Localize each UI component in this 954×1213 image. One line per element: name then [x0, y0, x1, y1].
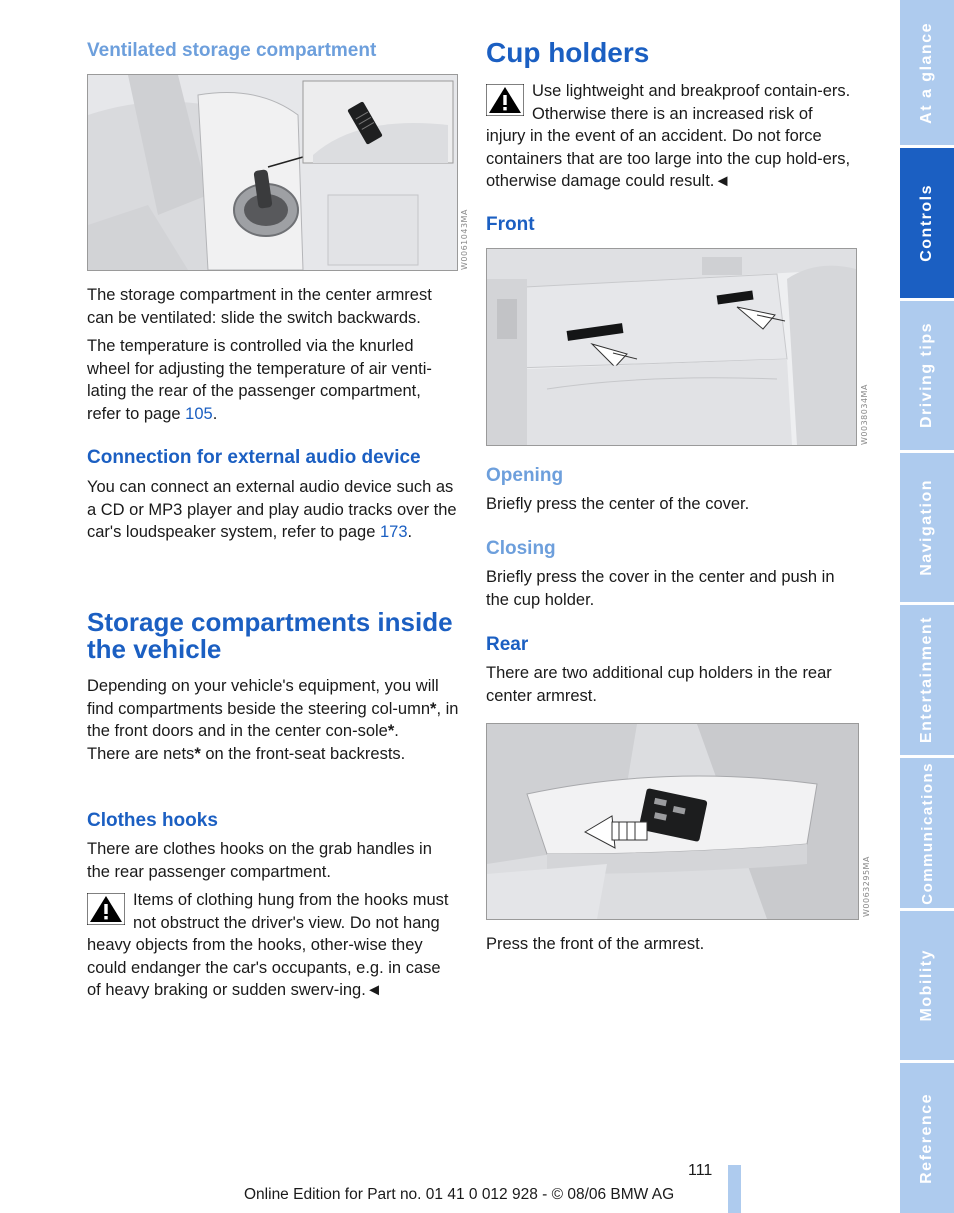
figure-code: W0038034MA [860, 384, 869, 445]
equipment-asterisk: * [430, 699, 437, 718]
storage-paragraph-1: Depending on your vehicle's equipment, you will find compartments beside the steering col-umn*, in the front doors and in the center con-sole*. [87, 677, 459, 740]
storage-compartments-heading [87, 609, 462, 663]
tab-label: Reference [918, 1092, 935, 1184]
ventilated-paragraph-2-text: The temperature is controlled via the knurled wheel for adjusting the temperature of air venti-lating the rear of the passenger compartment, refer to page [87, 337, 432, 423]
audio-device-paragraph: You can connect an external audio device such as a CD or MP3 player and play audio tracks over the car's loudspeaker system, refer to page 173. [87, 478, 457, 541]
figure-code: W0063295MA [862, 856, 871, 917]
edition-footer: Online Edition for Part no. 01 41 0 012 928 - © 08/06 BMW AG [244, 1186, 675, 1203]
page-number-marker [728, 1165, 741, 1213]
tab-communications[interactable] [900, 758, 954, 908]
tab-driving-tips[interactable] [900, 301, 954, 450]
end-marker: ◄ [714, 172, 731, 190]
page-173-link[interactable]: 173 [379, 523, 408, 541]
tab-mobility[interactable] [900, 911, 954, 1060]
storage-heading-line-2: the vehicle [87, 634, 222, 664]
storage-p1-text: Depending on your vehicle's equipment, you will find compartments beside the steering col-umn [87, 677, 439, 718]
clothes-warning-text: Items of clothing hung from the hooks must not obstruct the driver's view. Do not hang heavy objects from the hooks, other-wise they could endanger the car's occupants, e.g. in case of heavy braking or sudden swerv-ing. [87, 891, 449, 999]
rear-heading: Rear [486, 634, 529, 655]
ventilated-compartment-figure [87, 74, 458, 271]
ventilated-paragraph-2: The temperature is controlled via the knurled wheel for adjusting the temperature of air venti-lating the rear of the passenger compartment, refer to page 105. [87, 337, 432, 423]
ventilated-paragraph-1: The storage compartment in the center armrest can be ventilated: slide the switch backwards. [87, 286, 432, 327]
tab-navigation[interactable] [900, 453, 954, 602]
tab-label: At a glance [918, 21, 935, 124]
tab-label: Mobility [918, 949, 935, 1022]
tab-controls[interactable] [900, 148, 954, 298]
storage-heading-line-1: Storage compartments inside [87, 607, 453, 637]
page-105-link[interactable]: 105 [185, 404, 213, 423]
storage-p1b-text: , in the front doors and in the center con-sole [87, 699, 459, 740]
page-number: 111 [688, 1162, 713, 1179]
storage-p2b-text: on the front-seat backrests. [200, 744, 406, 763]
warning-icon [486, 84, 524, 116]
warning-icon [87, 893, 125, 925]
tab-label: Navigation [918, 479, 935, 576]
clothes-hooks-section [87, 838, 457, 1002]
ventilated-storage-heading: Ventilated storage compartment [87, 40, 377, 61]
front-heading: Front [486, 214, 535, 235]
tab-label: Driving tips [918, 322, 935, 429]
front-cup-holder-illustration [487, 249, 856, 445]
equipment-asterisk: * [194, 744, 201, 763]
storage-description [87, 675, 459, 765]
rear-figure-caption: Press the front of the armrest. [486, 935, 705, 953]
tab-reference[interactable] [900, 1063, 954, 1213]
chapter-tabs [900, 0, 954, 1213]
tab-at-a-glance[interactable] [900, 0, 954, 145]
audio-device-text: You can connect an external audio device such as a CD or MP3 player and play audio tracks over the car's loudspeaker system, refer to page [87, 478, 457, 541]
ventilated-description [87, 284, 457, 425]
front-cup-holder-figure [486, 248, 857, 446]
rear-cup-holder-figure [486, 723, 859, 920]
ventilated-compartment-illustration [88, 75, 457, 270]
opening-heading: Opening [486, 465, 564, 486]
closing-paragraph: Briefly press the cover in the center and push in the cup holder. [486, 568, 835, 609]
tab-entertainment[interactable] [900, 605, 954, 755]
storage-paragraph-2 [87, 743, 459, 766]
end-marker: ◄ [365, 981, 383, 999]
storage-p2-text: There are nets [87, 744, 195, 763]
tab-label: Communications [918, 761, 936, 905]
clothes-hooks-heading: Clothes hooks [87, 810, 218, 831]
cup-holders-heading: Cup holders [486, 37, 650, 68]
closing-heading: Closing [486, 538, 556, 559]
audio-device-heading: Connection for external audio device [87, 447, 421, 468]
equipment-asterisk: * [387, 722, 395, 740]
cup-holders-warning [486, 80, 856, 193]
rear-paragraph: There are two additional cup holders in the rear center armrest. [486, 664, 832, 705]
figure-code: W0061043MA [460, 209, 469, 270]
tab-label: Controls [918, 184, 935, 262]
clothes-hooks-warning [87, 889, 457, 1002]
rear-cup-holder-illustration [487, 724, 858, 919]
cup-warning-text: Use lightweight and breakproof contain-ers. Otherwise there is an increased risk of injury in the event of an accident. Do not force containers that are too large into the cup hold-ers, otherwise damage could result. [486, 82, 851, 190]
clothes-hooks-paragraph: There are clothes hooks on the grab handles in the rear passenger compartment. [87, 840, 432, 881]
tab-label: Entertainment [918, 616, 935, 744]
opening-paragraph: Briefly press the center of the cover. [486, 495, 750, 513]
